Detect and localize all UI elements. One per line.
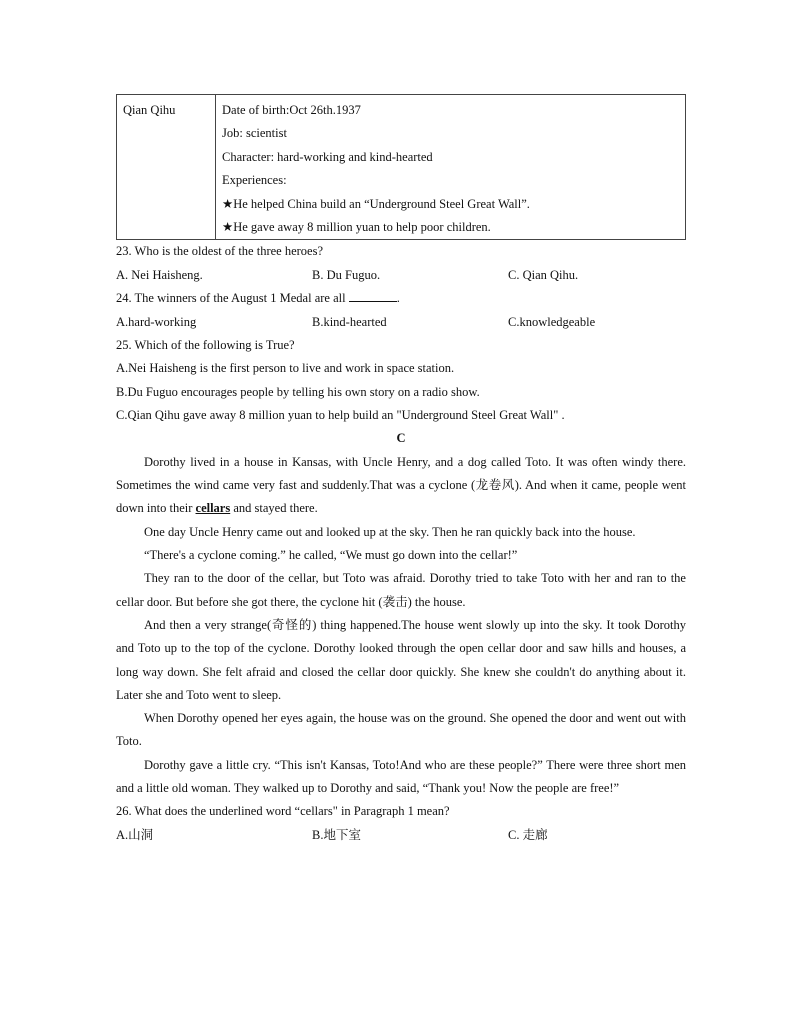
question-25-stem: 25. Which of the following is True? [116, 337, 295, 352]
q24-option-a: A.hard-working [116, 314, 197, 329]
question-23-stem: 23. Who is the oldest of the three heroes? [116, 244, 324, 259]
hero-info-table [116, 94, 686, 240]
passage-paragraph-5: And then a very strange(奇怪的) thing happened.The house went slowly up into the sky. It took Dorothy and Toto up to the top of the cyclone. Dorothy looked through the open cellar door and saw hills and houses, a long way down. She felt afraid and closed the cellar door quickly. She knew she couldn't do anything about it. Later she and Toto went to sleep. [116, 617, 686, 702]
q26-option-b: B.地下室 [312, 827, 361, 842]
q25-option-a: A.Nei Haisheng is the first person to live and work in space station. [116, 361, 455, 376]
q24-stem-text: 24. The winners of the August 1 Medal are all [116, 291, 349, 306]
hero-name-cell [117, 95, 216, 240]
detail-experience-2: ★He gave away 8 million yuan to help poor children. [222, 219, 491, 234]
p1-text-start: Dorothy lived in a house in Kansas, with Uncle Henry, and a dog called Toto. It was often windy there. Sometimes the wind came very fast and suddenly.That was a cyclone (龙卷风). And when it came, people went down into their [116, 454, 686, 516]
q26-option-a: A.山洞 [116, 827, 154, 842]
hero-name: Qian Qihu [123, 103, 176, 117]
passage-paragraph-4: They ran to the door of the cellar, but Toto was afraid. Dorothy tried to take Toto with her and ran to the cellar door. But before she got there, the cyclone hit (袭击) the house. [116, 571, 686, 609]
question-24-stem [116, 287, 686, 310]
passage-paragraph-7: Dorothy gave a little cry. “This isn't Kansas, Toto!And who are these people?” There were three short men and a little old woman. They walked up to Dorothy and said, “Thank you! Now the people are free!” [116, 757, 686, 796]
p1-text-end: and stayed there. [230, 501, 318, 516]
detail-experiences-label: Experiences: [222, 173, 287, 188]
q24-option-b: B.kind-hearted [312, 314, 387, 329]
passage-paragraph-3: “There's a cyclone coming.” he called, “We must go down into the cellar!” [144, 548, 518, 563]
q24-stem-end: . [396, 291, 400, 306]
q23-option-c: C. Qian Qihu. [508, 267, 579, 282]
underlined-word-cellars: cellars [195, 501, 231, 516]
question-24-options [116, 311, 686, 334]
passage-paragraph-1 [116, 451, 686, 521]
q25-option-b: B.Du Fuguo encourages people by telling his own story on a radio show. [116, 384, 480, 399]
detail-birth: Date of birth:Oct 26th.1937 [222, 103, 361, 117]
hero-details-cell [216, 95, 686, 240]
detail-job: Job: scientist [222, 126, 287, 141]
q26-option-c: C. 走廊 [508, 827, 548, 842]
detail-character: Character: hard-working and kind-hearted [222, 149, 433, 164]
question-26-stem: 26. What does the underlined word “cellars" in Paragraph 1 mean? [116, 804, 450, 819]
q24-option-c: C.knowledgeable [508, 314, 596, 329]
q24-answer-blank [349, 289, 397, 302]
q25-option-c: C.Qian Qihu gave away 8 million yuan to help build an "Underground Steel Great Wall" . [116, 408, 565, 423]
detail-experience-1: ★He helped China build an “Underground Steel Great Wall”. [222, 196, 530, 211]
question-26-options [116, 824, 686, 847]
section-c-heading: C [396, 431, 406, 446]
question-23-options [116, 264, 686, 287]
passage-paragraph-2: One day Uncle Henry came out and looked up at the sky. Then he ran quickly back into the house. [144, 524, 636, 539]
q23-option-a: A. Nei Haisheng. [116, 267, 203, 282]
worksheet-page [116, 94, 686, 847]
q23-option-b: B. Du Fuguo. [312, 267, 381, 282]
passage-paragraph-6: When Dorothy opened her eyes again, the house was on the ground. She opened the door and went out with Toto. [116, 711, 686, 749]
